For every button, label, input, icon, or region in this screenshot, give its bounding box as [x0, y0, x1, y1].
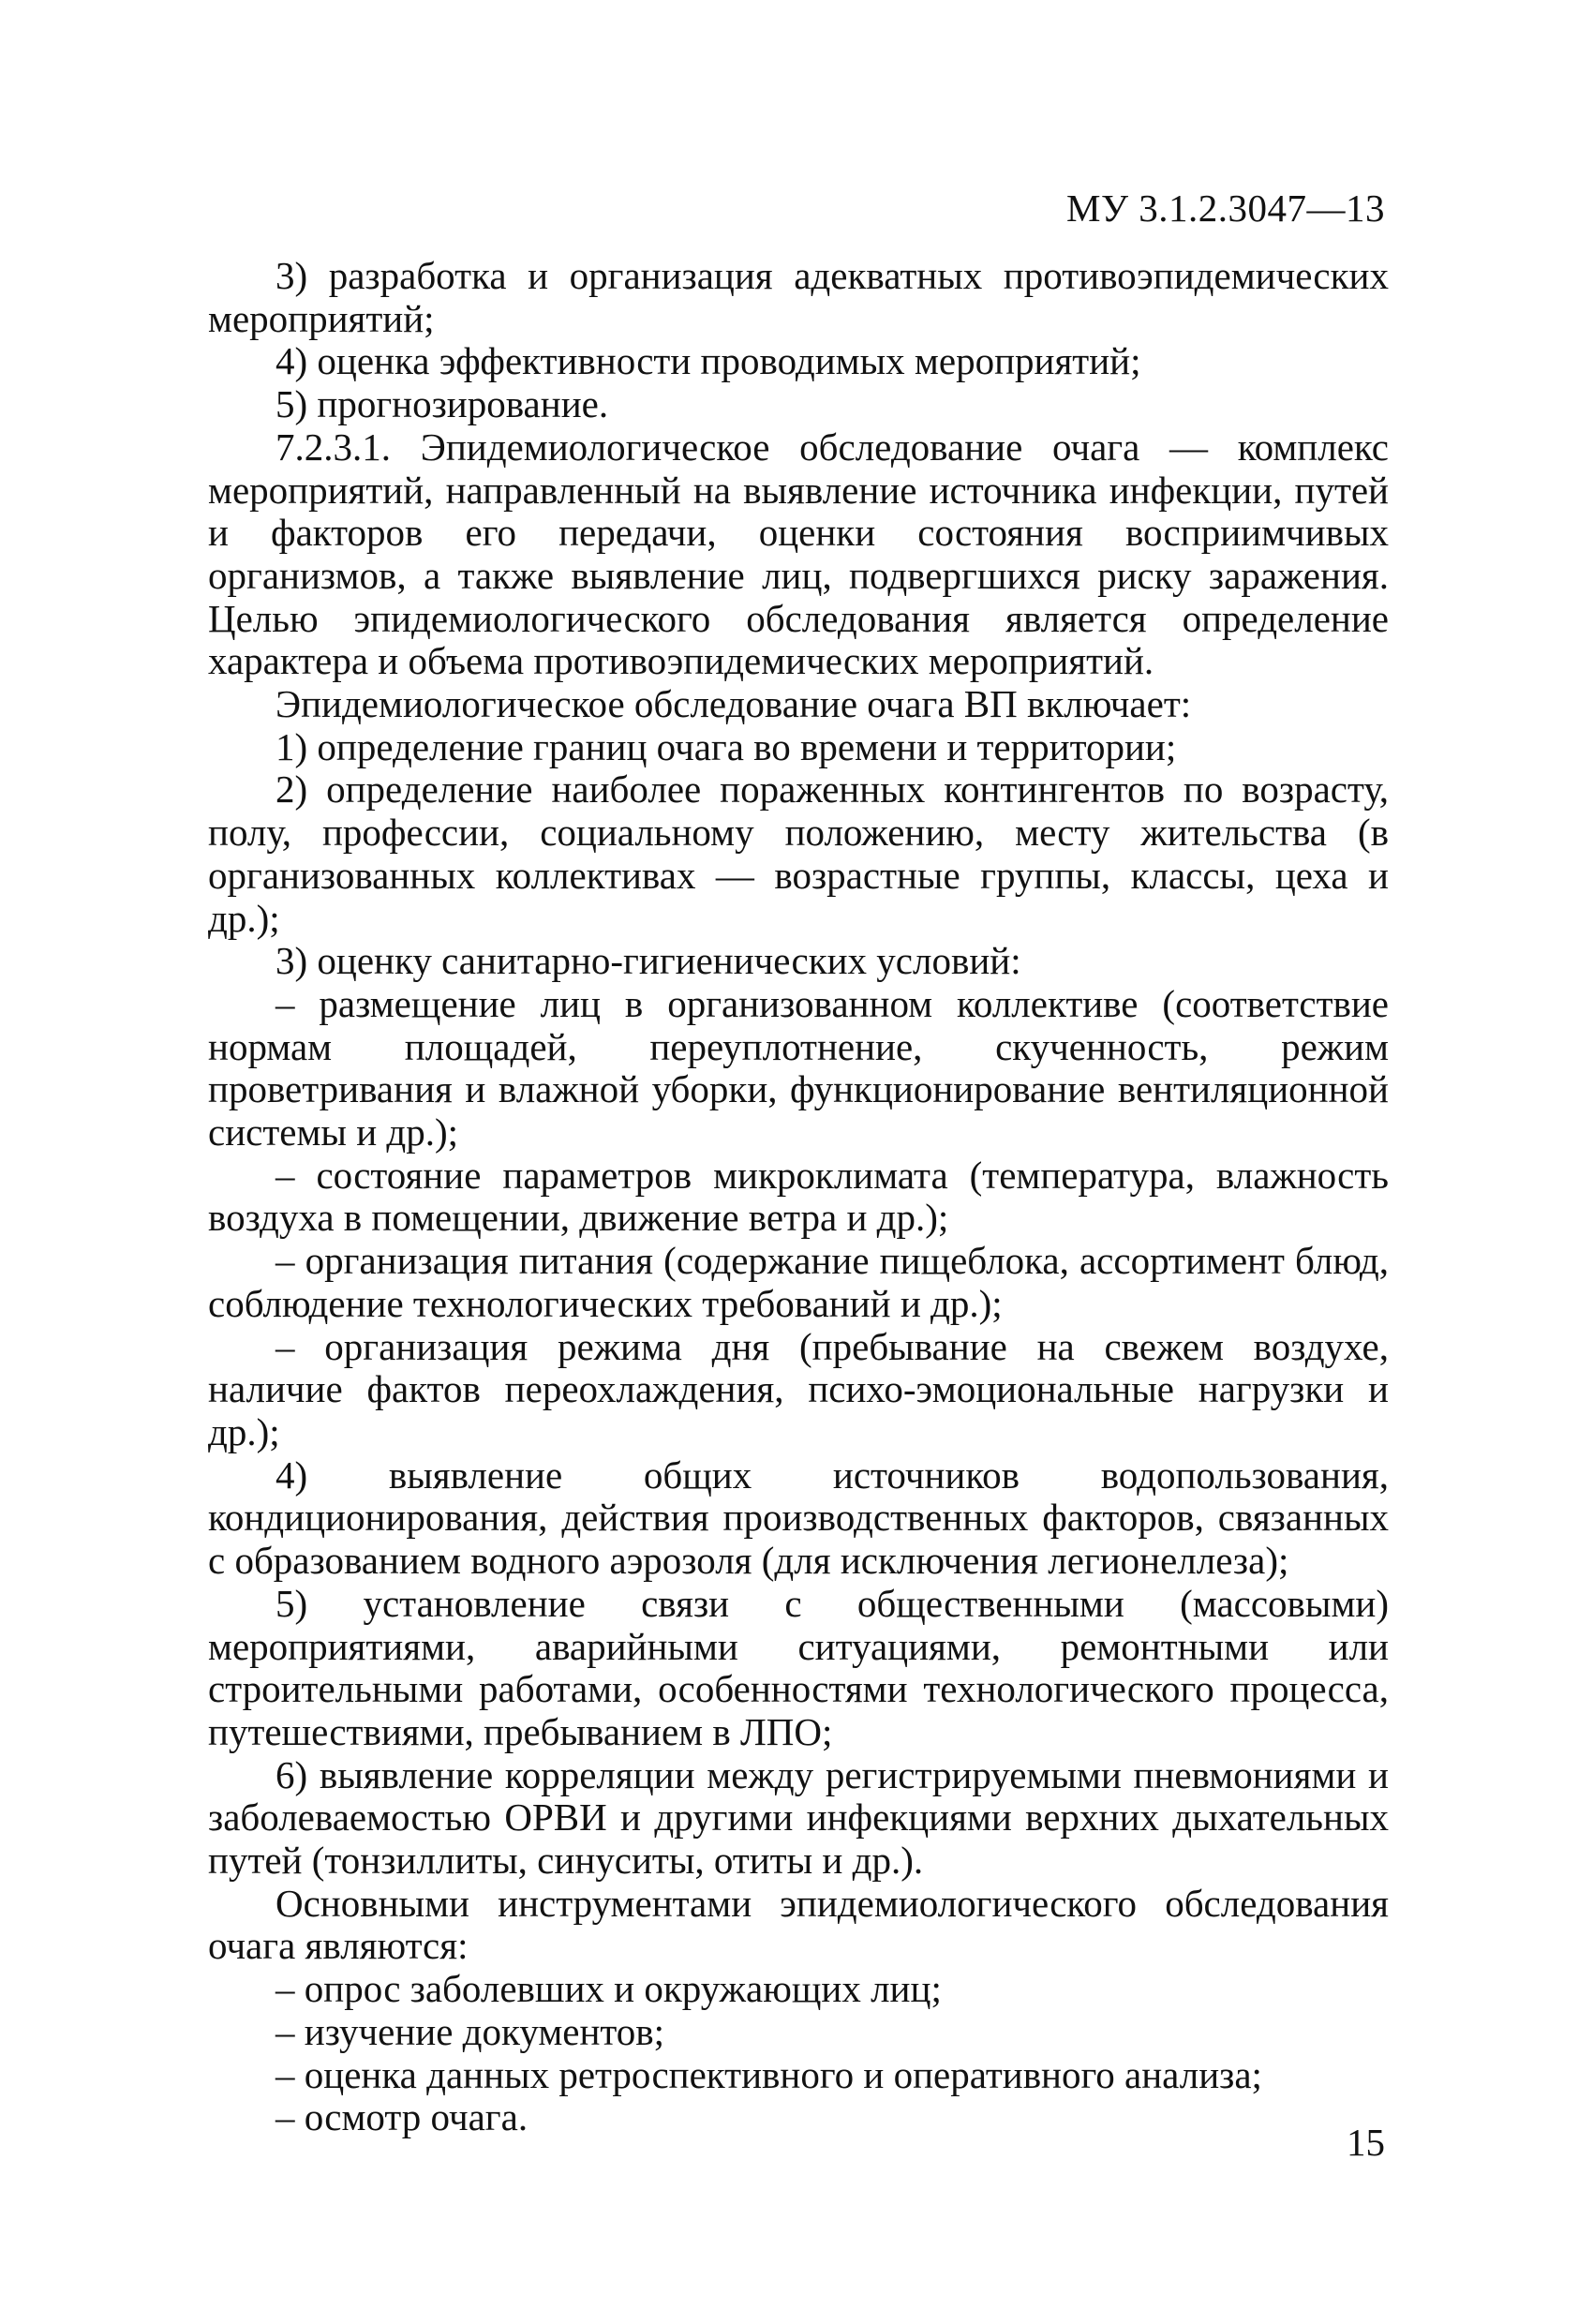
dash-item-nutrition: – организация питания (содержание пищеблока, ассортимент блюд, соблюдение технологических требований и др.);	[208, 1239, 1389, 1325]
paragraph-item-3: 3) разработка и организация адекватных противоэпидемических мероприятий;	[208, 254, 1389, 340]
paragraph-includes-intro: Эпидемиологическое обследование очага ВП включает:	[275, 682, 1192, 726]
dash-item-documents: – изучение документов;	[275, 2009, 665, 2053]
paragraph-item-5: 5) прогнозирование.	[275, 382, 609, 426]
dash-item-microclimate: – состояние параметров микроклимата (температура, влажность воздуха в помещении, движение ветра и др.);	[208, 1153, 1389, 1240]
dash-item-daily-regime: – организация режима дня (пребывание на свежем воздухе, наличие фактов переохлаждения, психо-эмоциональные нагрузки и др.);	[208, 1324, 1389, 1453]
paragraph-instruments-intro: Основными инструментами эпидемиологического обследования очага являются:	[208, 1881, 1389, 1968]
body-text	[208, 255, 1389, 2139]
paragraph-item-2: 2) определение наиболее пораженных контингентов по возрасту, полу, профессии, социальному положению, месту жительства (в организованных коллективах — возрастные группы, классы, цеха и др.);	[208, 767, 1389, 940]
dash-item-inspection: – осмотр очага.	[275, 2095, 529, 2139]
paragraph-item-5-events: 5) установление связи с общественными (массовыми) мероприятиями, аварийными ситуациями, ремонтными или строительными работами, особенностями технологического процесса, путешествиями, пребыванием в ЛПО;	[208, 1581, 1389, 1753]
paragraph-item-3-conditions: 3) оценку санитарно-гигиенических условий:	[275, 939, 1021, 983]
page-number: 15	[1347, 2121, 1385, 2164]
paragraph-item-6-correlation: 6) выявление корреляции между регистрируемыми пневмониями и заболеваемостью ОРВИ и другими инфекциями верхних дыхательных путей (тонзиллиты, синуситы, отиты и др.).	[208, 1752, 1389, 1883]
paragraph-item-4: 4) оценка эффективности проводимых мероприятий;	[275, 339, 1141, 383]
paragraph-item-1: 1) определение границ очага во времени и территории;	[275, 724, 1177, 768]
dash-item-placement: – размещение лиц в организованном коллективе (соответствие нормам площадей, переуплотнение, скученность, режим проветривания и влажной уборки, функционирование вентиляционной системы и др.);	[208, 981, 1389, 1155]
paragraph-section-7-2-3-1: 7.2.3.1. Эпидемиологическое обследование очага — комплекс мероприятий, направленный на выявление источника инфекции, путей и факторов его передачи, оценки состояния восприимчивых организмов, а также выявление лиц, подвергшихся риску заражения. Целью эпидемиологического обследования является определение характера и объема противоэпидемических мероприятий.	[208, 425, 1389, 683]
dash-item-survey: – опрос заболевших и окружающих лиц;	[275, 1967, 942, 2011]
paragraph-item-4-water: 4) выявление общих источников водопользования, кондиционирования, действия производственных факторов, связанных с образованием водного аэрозоля (для исключения легионеллеза);	[208, 1452, 1389, 1583]
document-code-header: МУ 3.1.2.3047—13	[1066, 186, 1385, 230]
dash-item-analysis: – оценка данных ретроспективного и оперативного анализа;	[275, 2052, 1262, 2096]
